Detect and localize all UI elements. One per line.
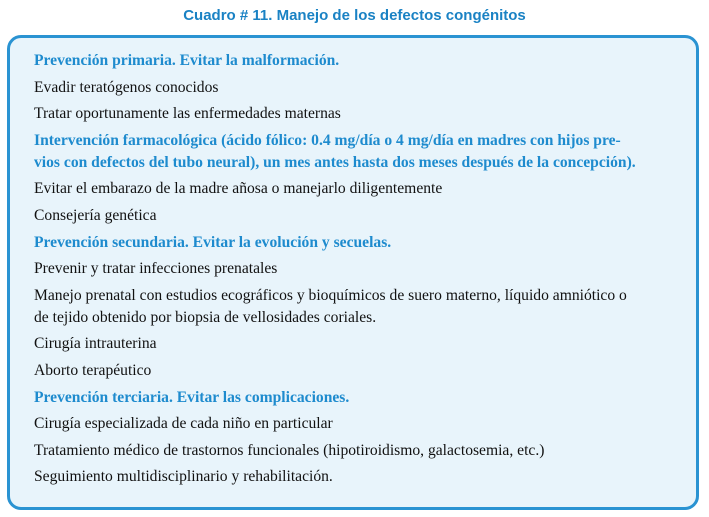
list-item	[34, 258, 684, 280]
list-item	[34, 440, 684, 462]
list-item	[34, 77, 684, 99]
text-line: Seguimiento multidisciplinario y rehabilitación.	[34, 468, 333, 486]
text-line: Tratar oportunamente las enfermedades maternas	[34, 105, 341, 123]
text-line: Evadir teratógenos conocidos	[34, 78, 219, 96]
list-item	[34, 178, 684, 200]
list-item	[34, 360, 684, 382]
text-line: Tratamiento médico de trastornos funcionales (hipotiroidismo, galactosemia, etc.)	[34, 441, 545, 459]
text-line: Cirugía intrauterina	[34, 335, 157, 353]
text-line: Consejería genética	[34, 206, 157, 224]
list-item	[34, 285, 684, 329]
text-line: Cirugía especializada de cada niño en particular	[34, 415, 333, 433]
list-item	[34, 333, 684, 355]
text-line: Prevención secundaria. Evitar la evolución y secuelas.	[34, 233, 392, 251]
text-line: Manejo prenatal con estudios ecográficos y bioquímicos de suero materno, líquido amniótico o	[34, 286, 627, 304]
text-line: Prevenir y tratar infecciones prenatales	[34, 260, 278, 278]
text-line: Aborto terapéutico	[34, 361, 152, 379]
section-heading	[34, 387, 684, 409]
content-panel	[7, 35, 699, 510]
list-item	[34, 413, 684, 435]
section-heading	[34, 130, 684, 174]
table-caption: Cuadro # 11. Manejo de los defectos congénitos	[183, 7, 526, 24]
list-item	[34, 205, 684, 227]
text-line: Prevención terciaria. Evitar las complicaciones.	[34, 388, 350, 406]
content-list	[34, 50, 684, 488]
list-item	[34, 466, 684, 488]
text-line: Evitar el embarazo de la madre añosa o manejarlo diligentemente	[34, 180, 443, 198]
text-line: Prevención primaria. Evitar la malformación.	[34, 52, 340, 69]
section-heading	[34, 232, 684, 254]
section-heading	[34, 50, 684, 72]
list-item	[34, 103, 684, 125]
text-line: de tejido obtenido por biopsia de vellosidades coriales.	[34, 308, 377, 326]
text-line: vios con defectos del tubo neural), un mes antes hasta dos meses después de la concepción).	[34, 153, 636, 171]
text-line: Intervención farmacológica (ácido fólico: 0.4 mg/día o 4 mg/día en madres con hijos pre-	[34, 131, 621, 149]
